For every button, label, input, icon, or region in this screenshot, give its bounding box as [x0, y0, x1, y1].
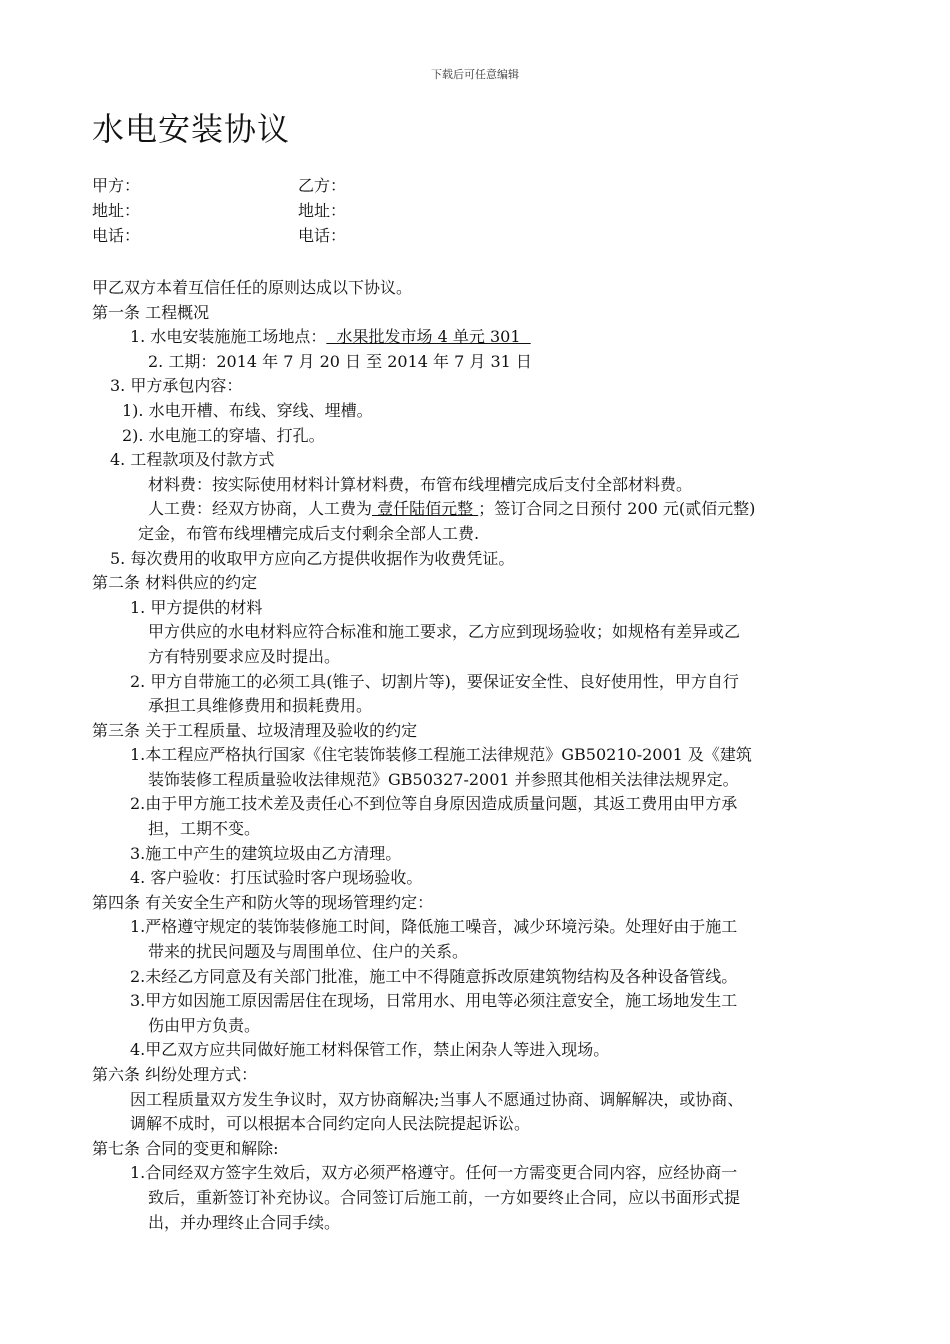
labor-fee-continuation: 定金，布管布线埋槽完成后支付剩余全部人工费. [138, 523, 480, 543]
article-2-item-1-line-2: 方有特别要求应及时提出。 [148, 646, 341, 666]
article-7-item-1-line-3: 出，并办理终止合同手续。 [148, 1212, 341, 1232]
article-2-item-1-line-1: 甲方供应的水电材料应符合标准和施工要求，乙方应到现场验收；如规格有差异或乙 [148, 622, 741, 642]
header-note: 下载后可任意编辑 [431, 68, 519, 81]
article-4-item-1-line-1: 1.严格遵守规定的装饰装修施工时间，降低施工噪音，减少环境污染。处理好由于施工 [130, 917, 738, 937]
article-2-item-2-line-1: 2. 甲方自带施工的必须工具(锥子、切割片等)，要保证安全性、良好使用性，甲方自行 [130, 671, 739, 691]
article-7-heading: 第七条 合同的变更和解除: [92, 1138, 279, 1158]
party-b-label: 乙方： [298, 176, 347, 195]
article-4-item-2: 2.未经乙方同意及有关部门批准，施工中不得随意拆改原建筑物结构及各种设备管线。 [130, 966, 738, 986]
article-3-heading: 第三条 关于工程质量、垃圾清理及验收的约定 [92, 720, 418, 740]
labor-fee-value: 壹仟陆佰元整 [372, 499, 479, 519]
party-b-address: 地址： [298, 201, 347, 220]
labor-fee-terms: ；签订合同之日预付 200 元(贰佰元整) [478, 499, 756, 519]
article-1-item-4: 4. 工程款项及付款方式 [110, 450, 275, 470]
party-a-phone: 电话： [92, 226, 141, 245]
material-fee-line: 材料费：按实际使用材料计算材料费，布管布线埋槽完成后支付全部材料费。 [148, 474, 693, 494]
labor-fee-line [92, 497, 862, 522]
site-value: 水果批发市场 4 单元 301 [326, 327, 531, 347]
article-3-item-2-line-1: 2.由于甲方施工技术差及责任心不到位等自身原因造成质量问题，其返工费用由甲方承 [130, 794, 738, 814]
article-1-item-2: 2. 工期：2014 年 7 月 20 日 至 2014 年 7 月 31 日 [148, 351, 532, 371]
article-7-item-1-line-2: 致后，重新签订补充协议。合同签订后施工前，一方如要终止合同，应以书面形式提 [148, 1187, 741, 1207]
article-4-heading: 第四条 有关安全生产和防火等的现场管理约定： [92, 892, 434, 912]
article-3-item-3: 3.施工中产生的建筑垃圾由乙方清理。 [130, 843, 402, 863]
article-2-item-1: 1. 甲方提供的材料 [130, 597, 263, 617]
agreement-body [92, 276, 862, 1235]
article-2-item-2-line-2: 承担工具维修费用和损耗费用。 [148, 696, 373, 716]
article-4-item-3-line-2: 伤由甲方负责。 [148, 1015, 261, 1035]
party-a-label: 甲方： [92, 176, 141, 195]
party-b-phone: 电话： [298, 226, 347, 245]
article-7-item-1-line-1: 1.合同经双方签字生效后，双方必须严格遵守。任何一方需变更合同内容，应经协商一 [130, 1163, 738, 1183]
article-3-item-1-line-2: 装饰装修工程质量验收法律规范》GB50327-2001 并参照其他相关法律法规界定。 [148, 769, 739, 789]
document-title: 水电安装协议 [92, 110, 291, 148]
article-1-item-1 [92, 325, 862, 350]
article-6-heading: 第六条 纠纷处理方式： [92, 1065, 258, 1084]
article-4-item-1-line-2: 带来的扰民问题及与周围单位、住户的关系。 [148, 942, 469, 962]
labor-fee-label: 人工费：经双方协商，人工费为 [148, 499, 373, 519]
intro-paragraph: 甲乙双方本着互信任任的原则达成以下协议。 [92, 278, 413, 297]
article-1-item-3b: 2). 水电施工的穿墙、打孔。 [122, 425, 325, 445]
article-6-line-2: 调解不成时，可以根据本合同约定向人民法院提起诉讼。 [130, 1114, 531, 1134]
article-1-item-3a: 1). 水电开槽、布线、穿线、埋槽。 [122, 400, 373, 420]
party-row-name [92, 174, 792, 198]
article-4-item-3-line-1: 3.甲方如因施工原因需居住在现场，日常用水、用电等必须注意安全，施工场地发生工 [130, 991, 738, 1011]
article-3-item-4: 4. 客户验收：打压试验时客户现场验收。 [130, 868, 423, 888]
site-label: 1. 水电安装施施工场地点： [130, 327, 327, 347]
article-1-heading: 第一条 工程概况 [92, 302, 210, 322]
article-3-item-2-line-2: 担，工期不变。 [148, 819, 261, 839]
party-row-phone [92, 224, 792, 248]
party-a-address: 地址： [92, 201, 141, 220]
article-6-line-1: 因工程质量双方发生争议时，双方协商解决;当事人不愿通过协商、调解解决，或协商、 [130, 1089, 744, 1109]
article-1-item-5: 5. 每次费用的收取甲方应向乙方提供收据作为收费凭证。 [110, 548, 515, 568]
party-row-address [92, 199, 792, 223]
article-4-item-4: 4.甲乙双方应共同做好施工材料保管工作，禁止闲杂人等进入现场。 [130, 1040, 610, 1060]
article-2-heading: 第二条 材料供应的约定 [92, 573, 258, 593]
article-3-item-1-line-1: 1.本工程应严格执行国家《住宅装饰装修工程施工法律规范》GB50210-2001 及《建筑 [130, 745, 752, 765]
article-1-item-3: 3. 甲方承包内容： [110, 376, 243, 396]
